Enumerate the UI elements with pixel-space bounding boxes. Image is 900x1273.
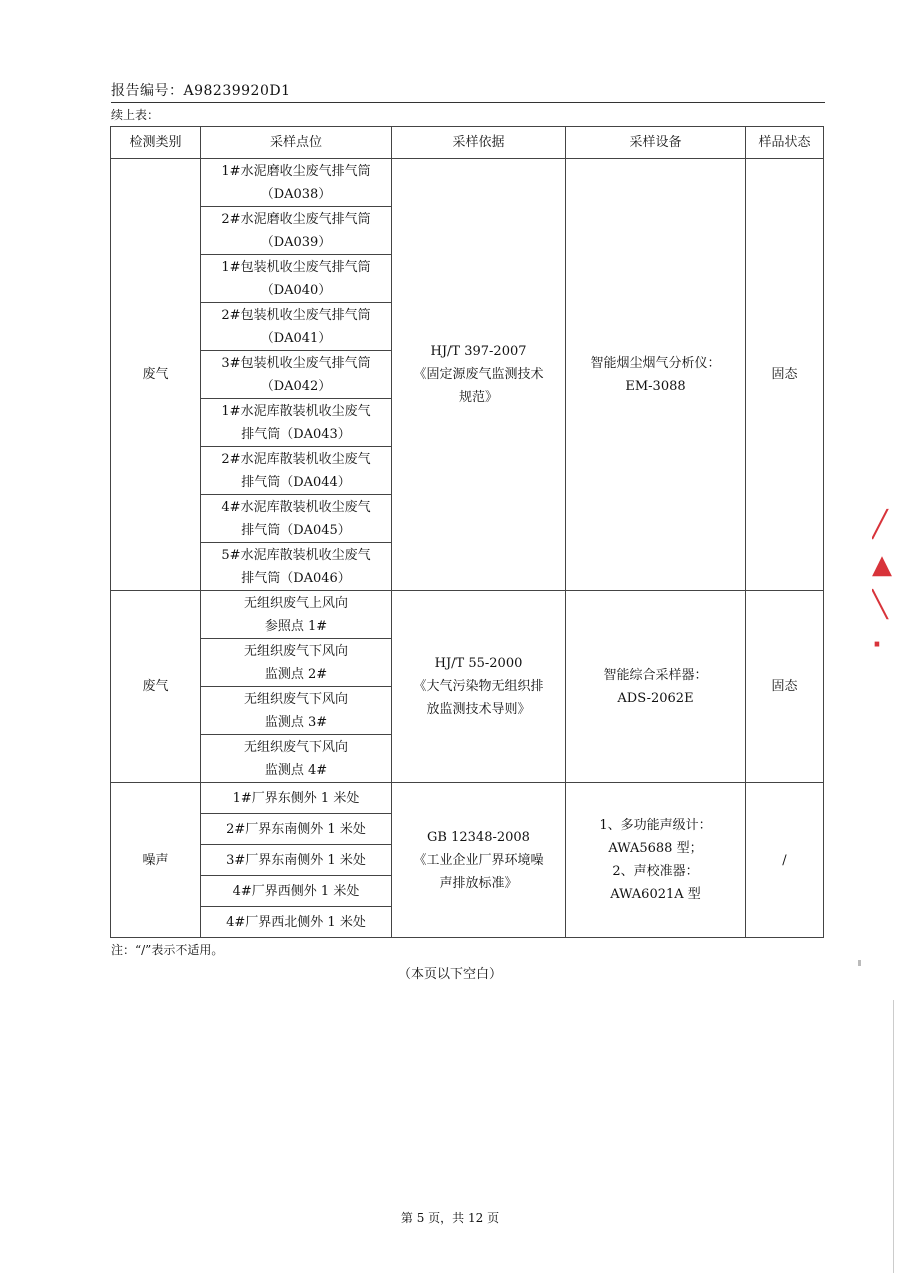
- sampling-point-cell: 4#厂界西北侧外 1 米处: [201, 907, 392, 938]
- basis-cell: HJ/T 397-2007 《固定源废气监测技术 规范》: [392, 159, 566, 591]
- table-header-row: [111, 127, 824, 159]
- category-cell: 废气: [111, 591, 201, 783]
- report-number: 报告编号：A98239920D1: [111, 83, 291, 99]
- sampling-point-cell: 2#厂界东南侧外 1 米处: [201, 814, 392, 845]
- header-sampling-equipment: 采样设备: [566, 127, 746, 159]
- sampling-point-cell: 1#水泥磨收尘废气排气筒 （DA038）: [201, 159, 392, 207]
- sampling-point-cell: 无组织废气下风向 监测点 4#: [201, 735, 392, 783]
- header-category: 检测类别: [111, 127, 201, 159]
- header-sampling-basis: 采样依据: [392, 127, 566, 159]
- sampling-point-cell: 4#厂界西侧外 1 米处: [201, 876, 392, 907]
- category-cell: 噪声: [111, 783, 201, 938]
- sampling-point-cell: 1#厂界东侧外 1 米处: [201, 783, 392, 814]
- equipment-cell: 智能综合采样器： ADS-2062E: [566, 591, 746, 783]
- state-cell: 固态: [746, 591, 824, 783]
- sampling-point-cell: 3#包装机收尘废气排气筒 （DA042）: [201, 351, 392, 399]
- table-row: [111, 159, 824, 207]
- sampling-point-cell: 2#包装机收尘废气排气筒 （DA041）: [201, 303, 392, 351]
- sampling-point-cell: 1#水泥库散装机收尘废气 排气筒（DA043）: [201, 399, 392, 447]
- seal-stamp-fragment: ╱ ▲ ╲ ·: [872, 510, 892, 660]
- sampling-point-cell: 无组织废气下风向 监测点 2#: [201, 639, 392, 687]
- sampling-point-cell: 4#水泥库散装机收尘废气 排气筒（DA045）: [201, 495, 392, 543]
- sampling-point-cell: 无组织废气上风向 参照点 1#: [201, 591, 392, 639]
- equipment-cell: 1、多功能声级计： AWA5688 型； 2、声校准器： AWA6021A 型: [566, 783, 746, 938]
- table-row: [111, 783, 824, 814]
- equipment-cell: 智能烟尘烟气分析仪： EM-3088: [566, 159, 746, 591]
- sampling-point-cell: 2#水泥库散装机收尘废气 排气筒（DA044）: [201, 447, 392, 495]
- sampling-point-cell: 无组织废气下风向 监测点 3#: [201, 687, 392, 735]
- basis-cell: HJ/T 55-2000 《大气污染物无组织排 放监测技术导则》: [392, 591, 566, 783]
- sampling-point-cell: 3#厂界东南侧外 1 米处: [201, 845, 392, 876]
- continued-label: 续上表：: [111, 108, 160, 122]
- basis-cell: GB 12348-2008 《工业企业厂界环境噪 声排放标准》: [392, 783, 566, 938]
- table-note: 注：“/”表示不适用。: [111, 943, 224, 957]
- state-cell: /: [746, 783, 824, 938]
- header-sampling-point: 采样点位: [201, 127, 392, 159]
- table-row: [111, 591, 824, 639]
- header-sample-state: 样品状态: [746, 127, 824, 159]
- sampling-table: [110, 126, 824, 938]
- scan-edge-line: [893, 1000, 894, 1273]
- blank-below-notice: （本页以下空白）: [397, 967, 502, 982]
- header-divider: [111, 102, 825, 103]
- sampling-point-cell: 5#水泥库散装机收尘废气 排气筒（DA046）: [201, 543, 392, 591]
- sampling-point-cell: 2#水泥磨收尘废气排气筒 （DA039）: [201, 207, 392, 255]
- page-number: 第 5 页，共 12 页: [400, 1211, 500, 1225]
- category-cell: 废气: [111, 159, 201, 591]
- sampling-point-cell: 1#包装机收尘废气排气筒 （DA040）: [201, 255, 392, 303]
- scan-mark: [858, 960, 861, 966]
- state-cell: 固态: [746, 159, 824, 591]
